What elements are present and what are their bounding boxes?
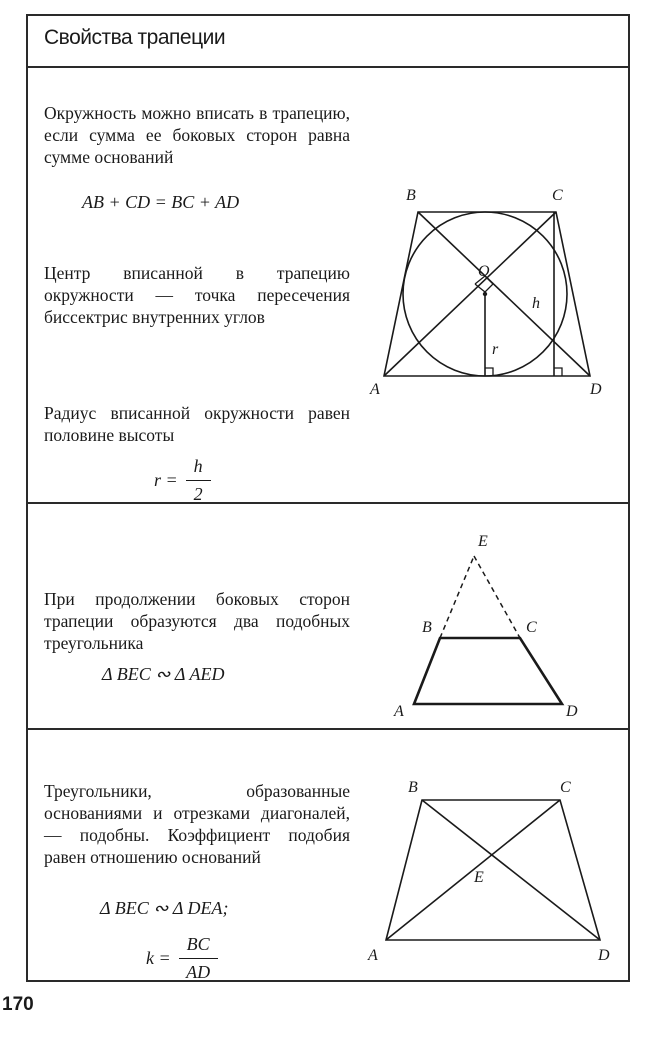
section-diagonal-triangles [28, 730, 628, 982]
diagonal-bd [418, 212, 590, 376]
label-r: r [492, 341, 499, 358]
radius-fraction-lhs: r = [154, 470, 178, 490]
ratio-fraction-lhs: k = [146, 948, 171, 968]
inscribed-condition-text: Окружность можно вписать в трапецию, если сумма ее боковых сторон равна сумме оснований [44, 103, 350, 167]
incenter-text: Центр вписанной в трапецию окружности — точка пересечения биссектрис внутренних углов [44, 263, 350, 327]
diagonal-bd [422, 800, 600, 940]
sum-sides-formula: AB + CD = BC + AD [82, 192, 240, 212]
radius-fraction [154, 456, 211, 505]
label-d: D [598, 947, 610, 964]
content-frame [26, 14, 630, 982]
label-c: C [552, 187, 563, 204]
page-title: Свойства трапеции [44, 26, 226, 49]
radius-text: Радиус вписанной окружности равен половине высоты [44, 403, 350, 445]
label-e: E [474, 869, 484, 886]
similar-triangles-formula: Δ BEC ∾ Δ AED [102, 664, 225, 684]
label-a: A [370, 381, 380, 398]
ratio-fraction [146, 934, 218, 983]
label-h: h [532, 295, 540, 312]
diagonal-ac [386, 800, 560, 940]
extended-sides-text: При продолжении боковых сторон трапеции образуются два подобных треугольника [44, 589, 350, 653]
center-point [483, 292, 487, 296]
header-bar [28, 16, 628, 68]
label-d: D [566, 703, 578, 720]
ratio-fraction-denominator: AD [186, 962, 211, 982]
label-c: C [526, 619, 537, 636]
label-c: C [560, 779, 571, 796]
label-d: D [590, 381, 602, 398]
page-number: 170 [2, 994, 34, 1015]
diagonal-triangles-text: Треугольники, образованные основаниями и отрезками диагоналей, — подобны. Коэффициент подобия равен отношению оснований [44, 781, 350, 867]
label-a: A [368, 947, 378, 964]
label-b: B [408, 779, 418, 796]
section-extended-sides [28, 504, 628, 730]
right-angle-mark-radius [485, 368, 493, 376]
radius-fraction-numerator: h [186, 456, 211, 481]
radius-fraction-denominator: 2 [193, 484, 203, 504]
label-b: B [406, 187, 416, 204]
section-inscribed-circle [28, 68, 628, 504]
label-e: E [478, 533, 488, 550]
label-o: O [478, 263, 490, 280]
inscribed-trapezoid-diagram [368, 180, 628, 398]
diagonal-trapezoid-diagram [364, 770, 626, 970]
label-a: A [394, 703, 404, 720]
extended-trapezoid-diagram [388, 524, 628, 720]
diagonal-similarity-formula: Δ BEC ∾ Δ DEA; [100, 898, 229, 918]
extension-left [440, 556, 474, 638]
label-b: B [422, 619, 432, 636]
trapezoid-outline [414, 638, 562, 704]
diagonal-ac [384, 212, 556, 376]
ratio-fraction-numerator: BC [179, 934, 218, 959]
extension-right [474, 556, 520, 638]
trapezoid-outline [386, 800, 600, 940]
right-angle-mark-height [554, 368, 562, 376]
